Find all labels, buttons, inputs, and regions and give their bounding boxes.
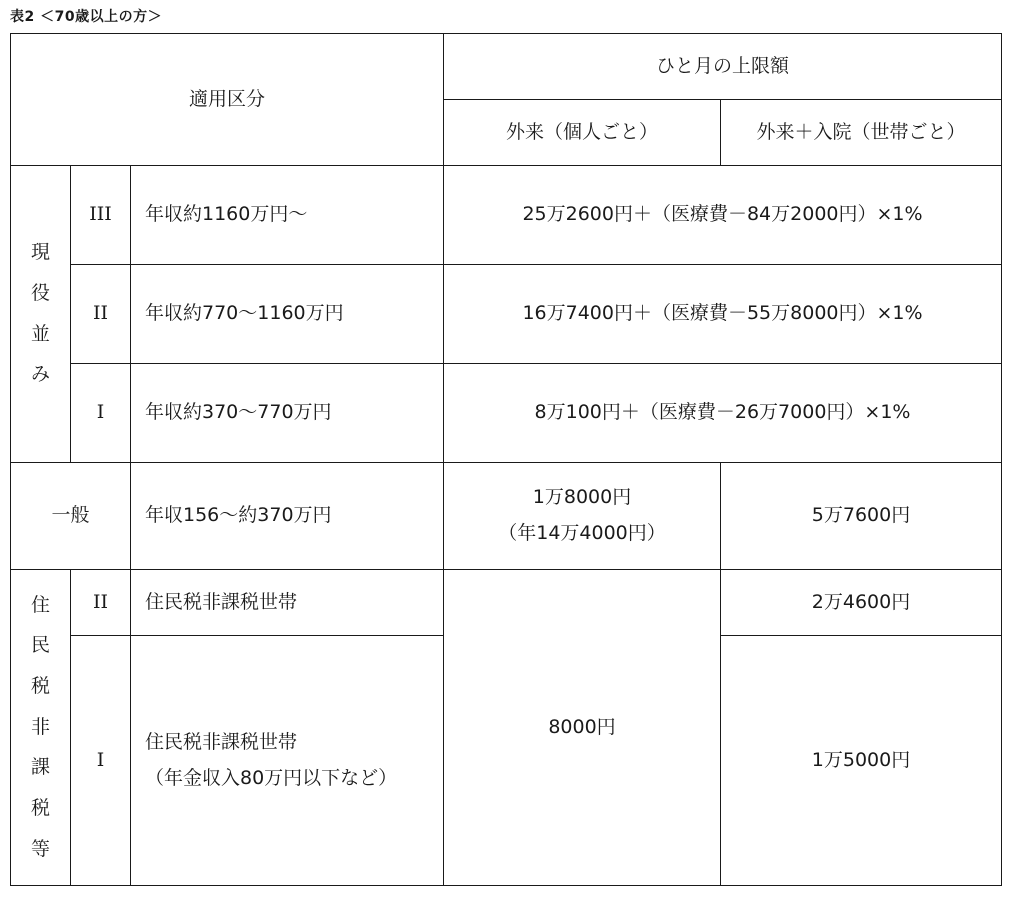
cost-limit-table [10, 33, 1002, 886]
level-label: III [71, 166, 131, 265]
household-limit: 2万4600円 [721, 570, 1002, 636]
active-income-group-label: 現 役 並 み [11, 166, 71, 463]
general-household-limit: 5万7600円 [721, 463, 1002, 570]
table-caption: 表2 ＜70歳以上の方＞ [10, 9, 163, 25]
header-outpatient: 外来（個人ごと） [444, 100, 721, 166]
level-label: II [71, 265, 131, 364]
header-row-1 [11, 34, 1002, 100]
header-monthly-limit: ひと月の上限額 [444, 34, 1002, 100]
table-row [11, 166, 1002, 265]
tax-exempt-outpatient-limit: 8000円 [444, 570, 721, 886]
tax-exempt-group-label: 住 民 税 非 課 税 等 [11, 570, 71, 886]
general-outpatient-limit: 1万8000円 （年14万4000円） [444, 463, 721, 570]
header-outpatient-inpatient: 外来＋入院（世帯ごと） [721, 100, 1002, 166]
table-row [11, 570, 1002, 636]
limit-formula: 8万100円＋（医療費－26万7000円）×1% [444, 364, 1002, 463]
income-range: 年収156～約370万円 [131, 463, 444, 570]
general-label: 一般 [11, 463, 131, 570]
household-limit: 1万5000円 [721, 636, 1002, 886]
level-label: I [71, 364, 131, 463]
level-label: I [71, 636, 131, 886]
table-row [11, 463, 1002, 570]
limit-formula: 16万7400円＋（医療費－55万8000円）×1% [444, 265, 1002, 364]
header-category: 適用区分 [11, 34, 444, 166]
table-row [11, 364, 1002, 463]
income-range: 住民税非課税世帯 （年金収入80万円以下など） [131, 636, 444, 886]
income-range: 年収約770～1160万円 [131, 265, 444, 364]
table-row [11, 265, 1002, 364]
income-range: 年収約1160万円～ [131, 166, 444, 265]
limit-formula: 25万2600円＋（医療費－84万2000円）×1% [444, 166, 1002, 265]
income-range: 年収約370～770万円 [131, 364, 444, 463]
level-label: II [71, 570, 131, 636]
income-range: 住民税非課税世帯 [131, 570, 444, 636]
